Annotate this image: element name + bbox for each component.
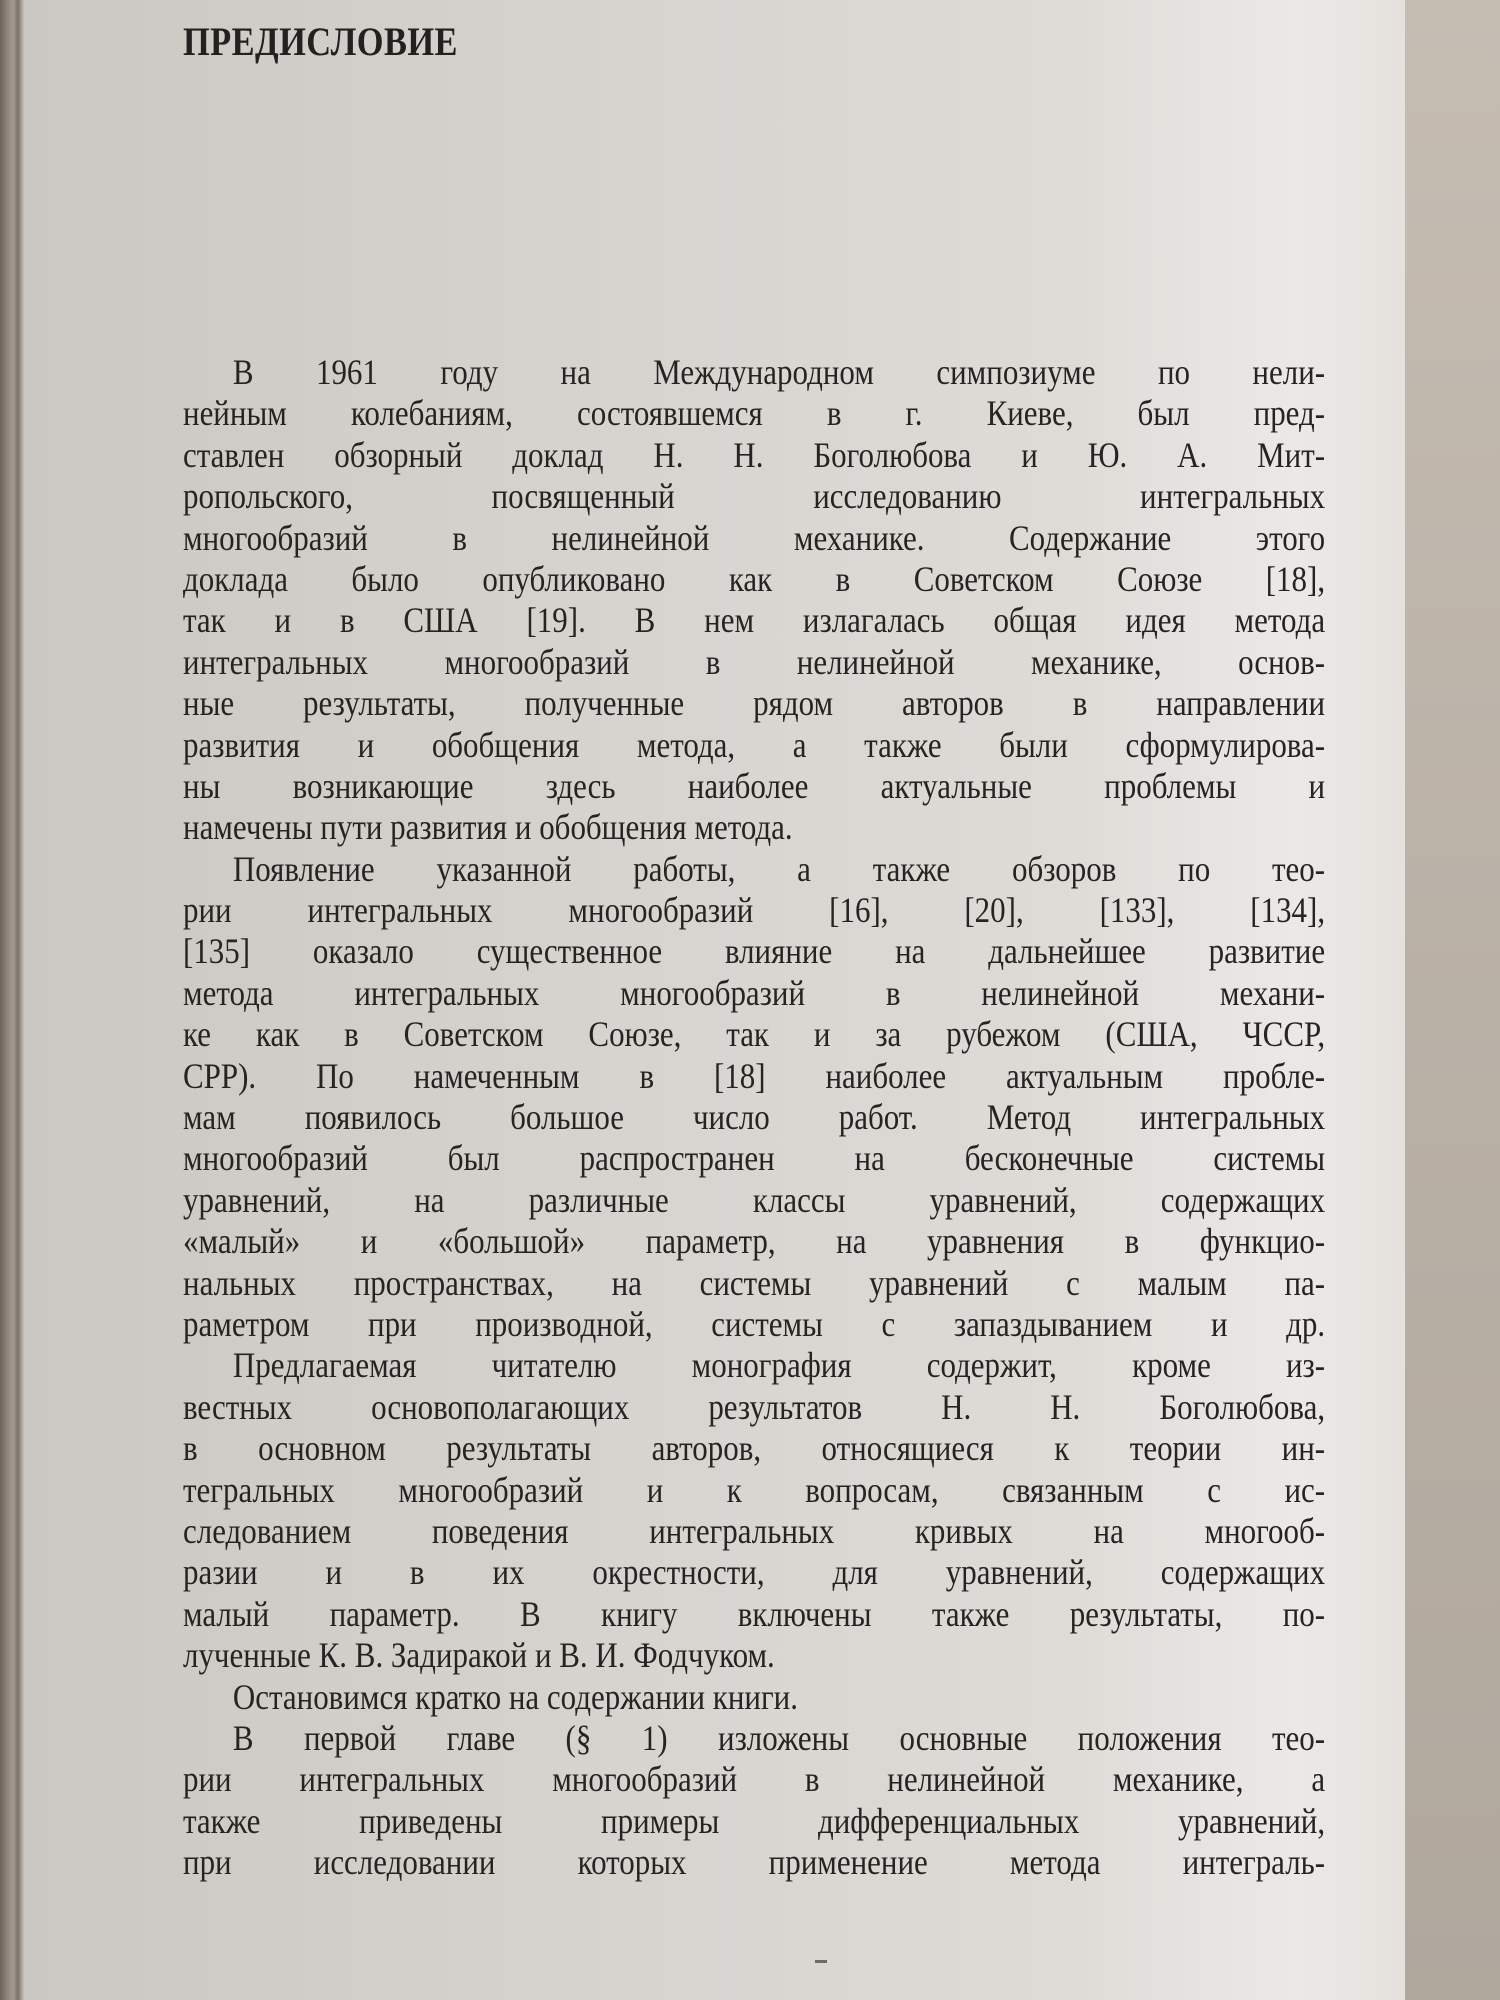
text-line: нейным колебаниям, состоявшемся в г. Киеве, был пред- (183, 393, 1326, 434)
body-text (183, 352, 1325, 1883)
text-line: ные результаты, полученные рядом авторов в направлении (183, 683, 1326, 724)
text-line: раметром при производной, системы с запаздыванием и др. (183, 1303, 1326, 1344)
page-heading: ПРЕДИСЛОВИЕ (183, 19, 458, 64)
page-footer-mark (815, 1960, 827, 1963)
text-line: развития и обобщения метода, а также были сформулирова- (183, 724, 1326, 765)
text-line: рии интегральных многообразий [16], [20], [133], [134], (183, 890, 1326, 931)
text-line: ны возникающие здесь наиболее актуальные проблемы и (183, 765, 1326, 806)
background-surface (1405, 0, 1500, 2000)
text-line: Предлагаемая читателю монография содержит, кроме из- (232, 1345, 1326, 1386)
text-line: «малый» и «большой» параметр, на уравнения в функцио- (183, 1221, 1326, 1262)
book-binding-edge (0, 0, 24, 2000)
text-line: ставлен обзорный доклад Н. Н. Боголюбова и Ю. А. Мит- (183, 434, 1326, 475)
text-line: мам появилось большое число работ. Метод интегральных (183, 1097, 1326, 1138)
text-line: вестных основополагающих результатов Н. Н. Боголюбова, (183, 1386, 1326, 1427)
text-line: намечены пути развития и обобщения метода. (183, 807, 793, 848)
text-line: также приведены примеры дифференциальных уравнений, (183, 1800, 1326, 1841)
text-line: так и в США [19]. В нем излагалась общая идея метода (183, 600, 1326, 641)
text-line: СРР). По намеченным в [18] наиболее актуальным пробле- (183, 1055, 1326, 1096)
text-line: разии и в их окрестности, для уравнений, содержащих (183, 1552, 1326, 1593)
text-line: многообразий был распространен на бесконечные системы (183, 1138, 1326, 1179)
text-line: ропольского, посвященный исследованию интегральных (183, 476, 1326, 517)
text-line: нальных пространствах, на системы уравнений с малым па- (183, 1262, 1326, 1303)
text-line: уравнений, на различные классы уравнений, содержащих (183, 1179, 1326, 1220)
text-line: Остановимся кратко на содержании книги. (232, 1676, 798, 1717)
text-line: следованием поведения интегральных кривых на многооб- (183, 1510, 1326, 1551)
text-line: интегральных многообразий в нелинейной механике, основ- (183, 641, 1326, 682)
text-line: Появление указанной работы, а также обзоров по тео- (232, 848, 1326, 889)
text-line: при исследовании которых применение метода интеграль- (183, 1842, 1326, 1883)
text-line: малый параметр. В книгу включены также результаты, по- (183, 1593, 1326, 1634)
text-line: В первой главе (§ 1) изложены основные положения тео- (232, 1717, 1326, 1758)
text-line: тегральных многообразий и к вопросам, связанным с ис- (183, 1469, 1326, 1510)
text-line: доклада было опубликовано как в Советском Союзе [18], (183, 558, 1326, 599)
text-line: метода интегральных многообразий в нелинейной механи- (183, 972, 1326, 1013)
text-line: [135] оказало существенное влияние на дальнейшее развитие (183, 931, 1326, 972)
text-line: лученные К. В. Задиракой и В. И. Фодчуком. (183, 1635, 775, 1676)
text-line: рии интегральных многообразий в нелинейной механике, а (183, 1759, 1326, 1800)
text-line: В 1961 году на Международном симпозиуме по нели- (232, 352, 1326, 392)
text-line: ке как в Советском Союзе, так и за рубежом (США, ЧССР, (183, 1014, 1326, 1055)
text-line: в основном результаты авторов, относящиеся к теории ин- (183, 1428, 1326, 1469)
text-line: многообразий в нелинейной механике. Содержание этого (183, 517, 1326, 558)
